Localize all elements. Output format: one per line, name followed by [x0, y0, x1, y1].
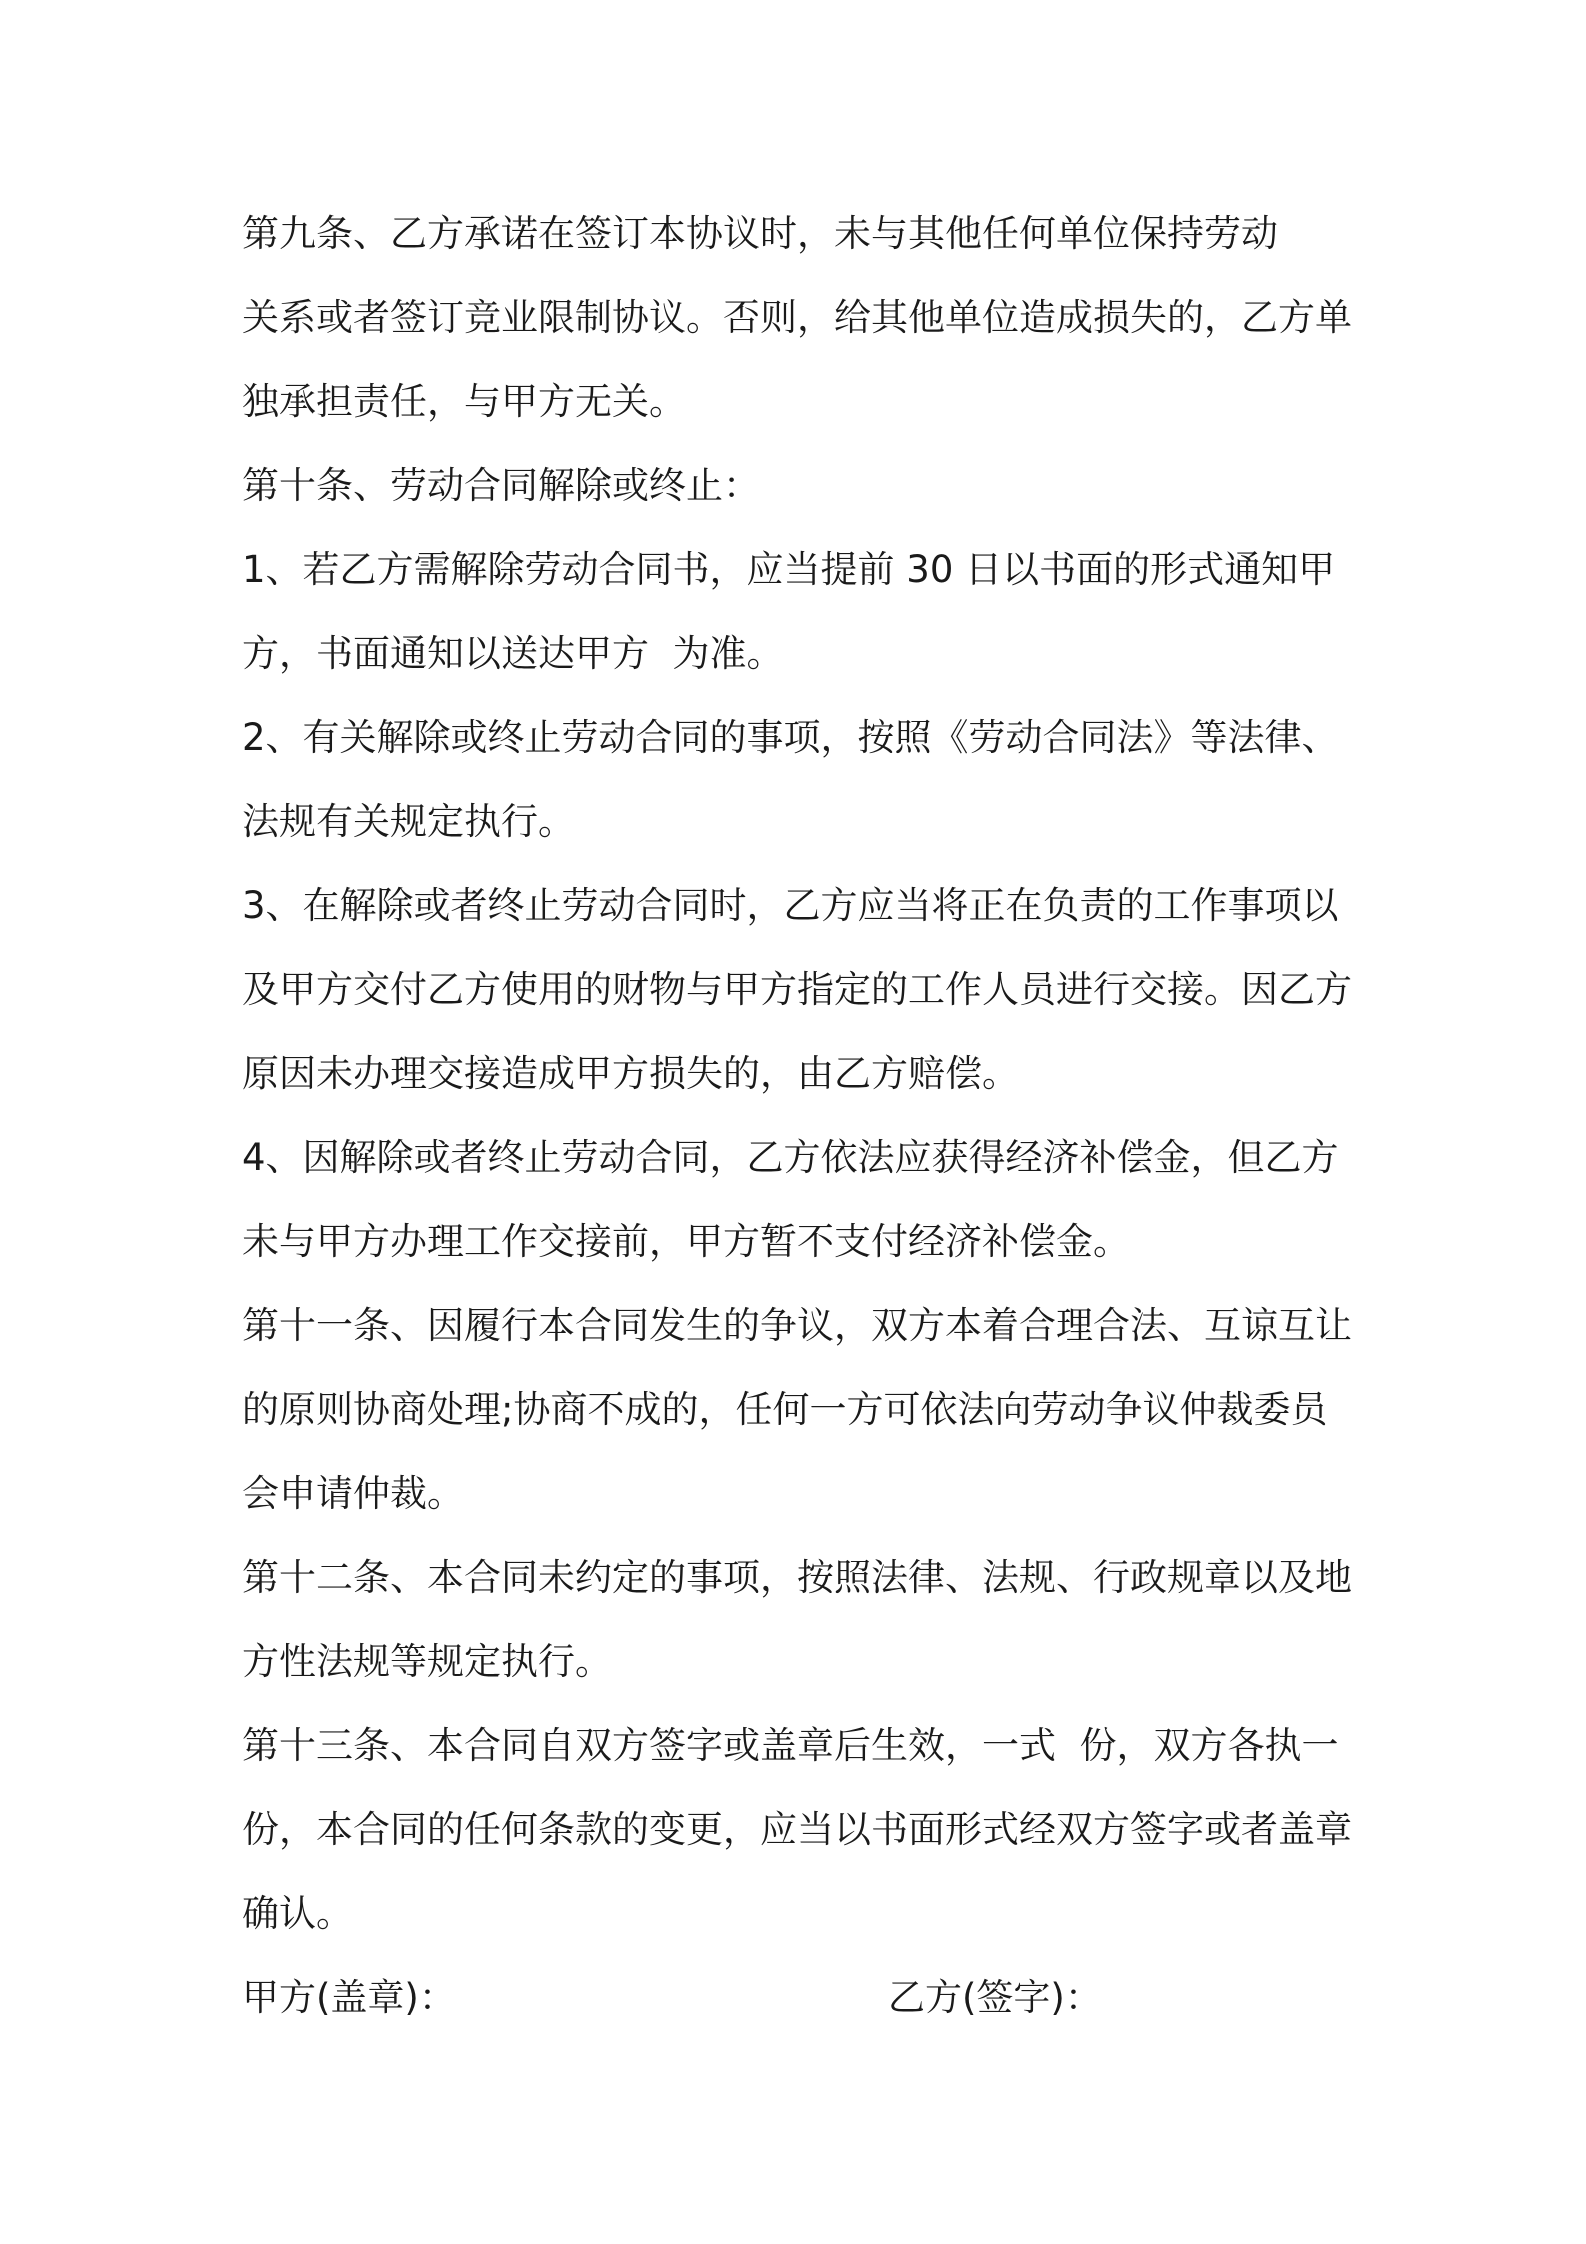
text-line: 原因未办理交接造成甲方损失的，由乙方赔偿。	[242, 1052, 1019, 1095]
text-line: 第十二条、本合同未约定的事项，按照法律、法规、行政规章以及地	[242, 1556, 1352, 1599]
text-line: 的原则协商处理;协商不成的，任何一方可依法向劳动争议仲裁委员	[242, 1388, 1328, 1431]
text-line: 第十三条、本合同自双方签字或盖章后生效，一式 份，双方各执一	[242, 1724, 1339, 1767]
text-line: 独承担责任，与甲方无关。	[242, 380, 686, 423]
text-line: 第九条、乙方承诺在签订本协议时，未与其他任何单位保持劳动	[242, 212, 1278, 255]
text-line: 关系或者签订竞业限制协议。否则，给其他单位造成损失的，乙方单	[242, 296, 1352, 339]
party-a-signature-label: 甲方(盖章)：	[242, 1976, 456, 2019]
text-line: 会申请仲裁。	[242, 1472, 464, 1515]
text-line: 第十一条、因履行本合同发生的争议，双方本着合理合法、互谅互让	[242, 1304, 1352, 1347]
text-line: 方性法规等规定执行。	[242, 1640, 612, 1683]
text-line: 未与甲方办理工作交接前，甲方暂不支付经济补偿金。	[242, 1220, 1130, 1263]
signature-row	[242, 1956, 1382, 2040]
text-line: 确认。	[242, 1892, 353, 1935]
text-line: 第十条、劳动合同解除或终止：	[242, 464, 760, 507]
text-line: 及甲方交付乙方使用的财物与甲方指定的工作人员进行交接。因乙方	[242, 968, 1352, 1011]
text-line: 4、因解除或者终止劳动合同，乙方依法应获得经济补偿金，但乙方	[242, 1136, 1339, 1179]
text-line: 3、在解除或者终止劳动合同时，乙方应当将正在负责的工作事项以	[242, 884, 1339, 927]
party-b-signature-label: 乙方(签字)：	[888, 1976, 1102, 2019]
contract-body	[242, 192, 1382, 2040]
text-line: 2、有关解除或终止劳动合同的事项，按照《劳动合同法》等法律、	[242, 716, 1339, 759]
text-line: 法规有关规定执行。	[242, 800, 575, 843]
text-line: 1、若乙方需解除劳动合同书，应当提前 30 日以书面的形式通知甲	[242, 548, 1336, 591]
text-line: 方，书面通知以送达甲方 为准。	[242, 632, 784, 675]
text-line: 份，本合同的任何条款的变更，应当以书面形式经双方签字或者盖章	[242, 1808, 1352, 1851]
